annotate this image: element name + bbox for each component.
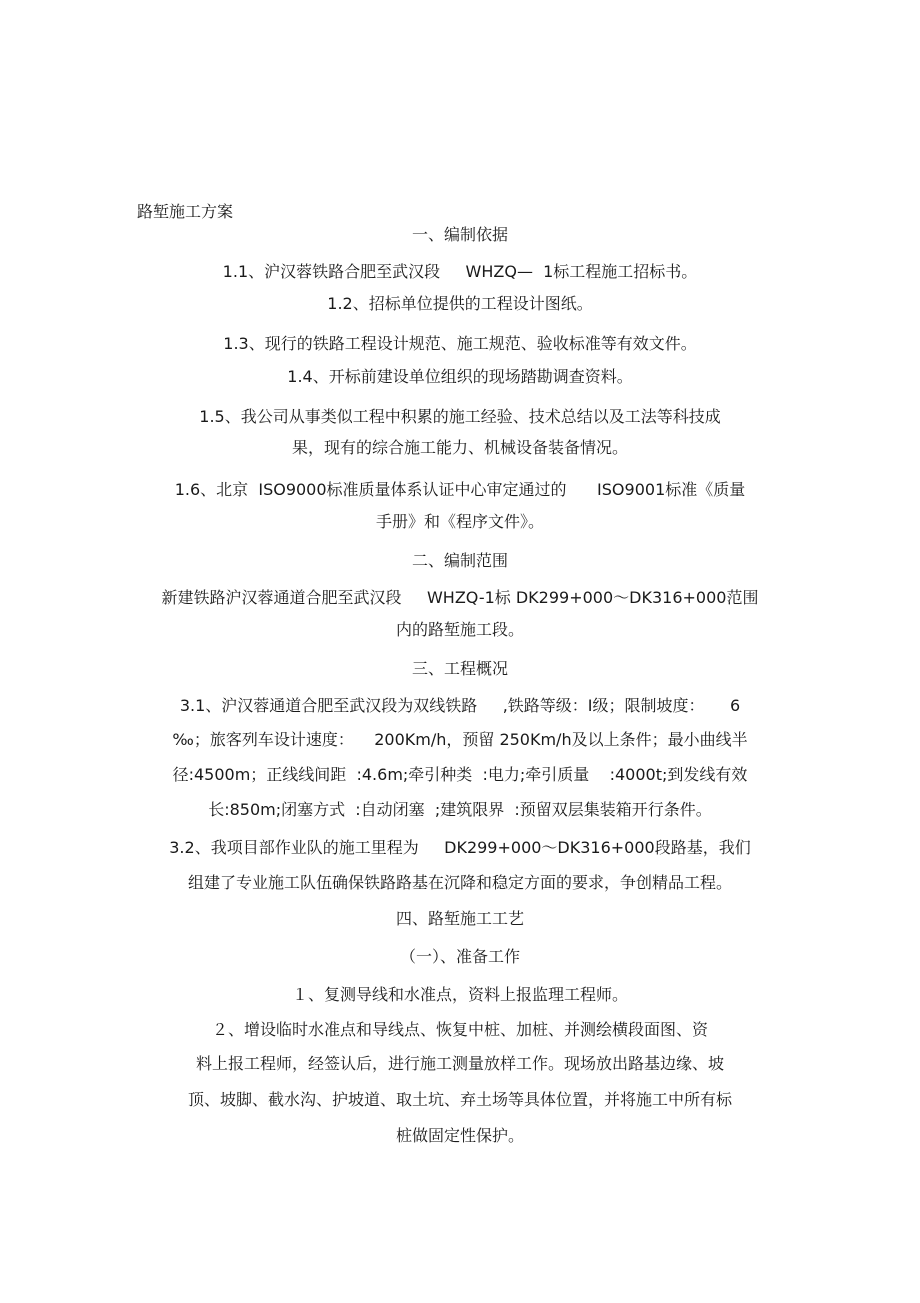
prep-item-1: １、复测导线和水准点，资料上报监理工程师。 <box>291 985 628 1004</box>
subheading-preparation: （一）、准备工作 <box>399 947 520 966</box>
prep-item-2-line-2: 料上报工程师，经签认后，进行施工测量放样工作。现场放出路基边缘、坡 <box>195 1054 724 1073</box>
heading-basis: 一、编制依据 <box>411 225 508 244</box>
overview-3-1-line-2: ‰；旅客列车设计速度： 200Km/h，预留 250Km/h及以上条件；最小曲线半 <box>172 730 748 749</box>
heading-overview: 三、工程概况 <box>411 659 508 678</box>
overview-3-1-line-4: 长:850m;闭塞方式 :自动闭塞 ;建筑限界 :预留双层集装箱开行条件。 <box>208 800 712 819</box>
prep-item-2-line-4: 桩做固定性保护。 <box>395 1126 524 1145</box>
scope-line-2: 内的路堑施工段。 <box>395 620 524 639</box>
heading-scope: 二、编制范围 <box>411 551 508 570</box>
basis-item-1-5-line-2: 果，现有的综合施工能力、机械设备装备情况。 <box>291 438 628 457</box>
document-title: 路堑施工方案 <box>137 202 234 221</box>
overview-3-1-line-3: 径:4500m；正线线间距 :4.6m;牵引种类 :电力;牵引质量 :4000t;到发线有效 <box>172 765 748 784</box>
basis-item-1-3: 1.3、现行的铁路工程设计规范、施工规范、验收标准等有效文件。 <box>223 334 697 353</box>
overview-3-1-line-1: 3.1、沪汉蓉通道合肥至武汉段为双线铁路 ,铁路等级：Ⅰ级；限制坡度： 6 <box>179 696 741 715</box>
basis-item-1-2: 1.2、招标单位提供的工程设计图纸。 <box>327 294 593 313</box>
overview-3-2-line-2: 组建了专业施工队伍确保铁路路基在沉降和稳定方面的要求，争创精品工程。 <box>187 873 732 892</box>
overview-3-2-line-1: 3.2、我项目部作业队的施工里程为 DK299+000～DK316+000段路基，我们 <box>169 838 751 857</box>
basis-item-1-6-line-2: 手册》和《程序文件》。 <box>375 512 544 531</box>
heading-process: 四、路堑施工工艺 <box>395 909 524 928</box>
basis-item-1-4: 1.4、开标前建设单位组织的现场踏勘调查资料。 <box>287 367 633 386</box>
basis-item-1-5-line-1: 1.5、我公司从事类似工程中积累的施工经验、技术总结以及工法等科技成 <box>199 407 721 426</box>
basis-item-1-1: 1.1、沪汉蓉铁路合肥至武汉段 WHZQ— 1标工程施工招标书。 <box>222 262 698 281</box>
prep-item-2-line-1: ２、增设临时水准点和导线点、恢复中桩、加桩、并测绘横段面图、资 <box>211 1020 708 1039</box>
prep-item-2-line-3: 顶、坡脚、截水沟、护坡道、取土坑、弃土场等具体位置，并将施工中所有标 <box>187 1090 732 1109</box>
scope-line-1: 新建铁路沪汉蓉通道合肥至武汉段 WHZQ-1标 DK299+000～DK316+000范围 <box>161 588 759 607</box>
basis-item-1-6-line-1: 1.6、北京 ISO9000标准质量体系认证中心审定通过的 ISO9001标准《质量 <box>174 480 746 499</box>
